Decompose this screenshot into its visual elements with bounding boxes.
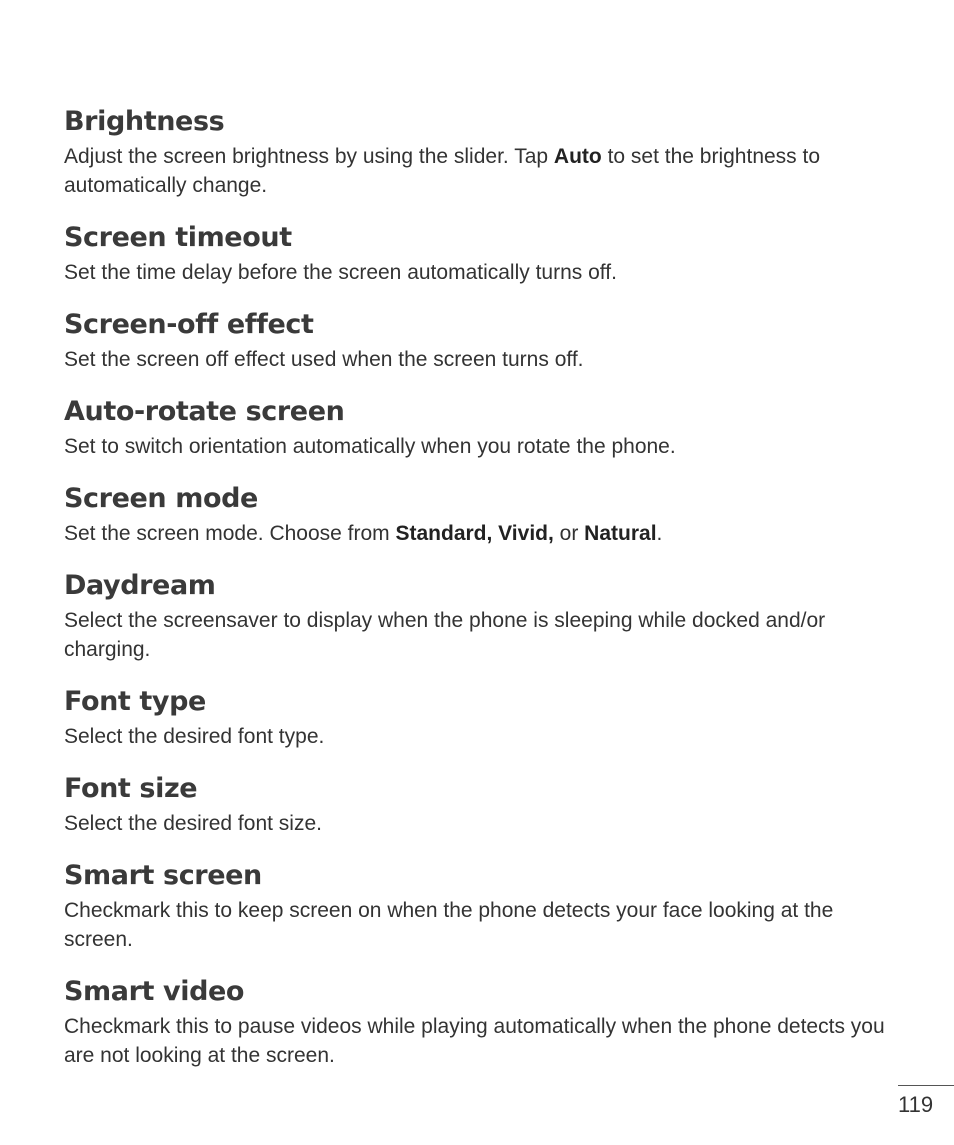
section-auto-rotate-screen [64,394,904,461]
section-font-size [64,771,904,838]
section-heading-smart-video: Smart video [64,976,245,1007]
section-smart-video [64,974,904,1070]
section-description-font-size: Select the desired font size. [64,812,322,835]
section-description-screen-timeout: Set the time delay before the screen automatically turns off. [64,261,617,284]
section-description-smart-video: Checkmark this to pause videos while playing automatically when the phone detects you are not looking at the screen. [64,1015,885,1067]
section-description-screen-mode [64,519,904,548]
section-heading-screen-off-effect: Screen-off effect [64,309,314,340]
section-description-daydream: Select the screensaver to display when the phone is sleeping while docked and/or charging. [64,609,826,661]
section-heading-smart-screen: Smart screen [64,860,262,891]
description-text: Adjust the screen brightness by using the slider. Tap [64,145,554,168]
description-text: or [553,522,585,545]
description-text: . [656,522,663,545]
section-heading-brightness: Brightness [64,106,225,137]
section-heading-font-size: Font size [64,773,198,804]
section-screen-off-effect [64,307,904,374]
page-number: 119 [898,1092,934,1117]
natural-option-label: Natural [584,522,657,545]
section-heading-font-type: Font type [64,686,206,717]
standard-vivid-option-label: Standard, Vivid, [395,522,554,545]
section-heading-screen-timeout: Screen timeout [64,222,292,253]
section-description-screen-off-effect: Set the screen off effect used when the screen turns off. [64,348,584,371]
section-brightness [64,104,904,200]
section-screen-mode [64,481,904,548]
section-screen-timeout [64,220,904,287]
section-font-type [64,684,904,751]
section-heading-auto-rotate-screen: Auto-rotate screen [64,396,345,427]
section-daydream [64,568,904,664]
section-smart-screen [64,858,904,954]
section-description-auto-rotate-screen: Set to switch orientation automatically when you rotate the phone. [64,435,676,458]
section-heading-daydream: Daydream [64,570,216,601]
description-text: to set the brightness to automatically change. [64,145,821,197]
auto-option-label: Auto [553,145,602,168]
section-heading-screen-mode: Screen mode [64,483,258,514]
page-number-rule [898,1085,954,1086]
section-description-font-type: Select the desired font type. [64,725,325,748]
settings-document [64,104,904,1090]
section-description-smart-screen: Checkmark this to keep screen on when the phone detects your face looking at the screen. [64,899,834,951]
section-description-brightness [64,142,904,200]
description-text: Set the screen mode. Choose from [64,522,396,545]
